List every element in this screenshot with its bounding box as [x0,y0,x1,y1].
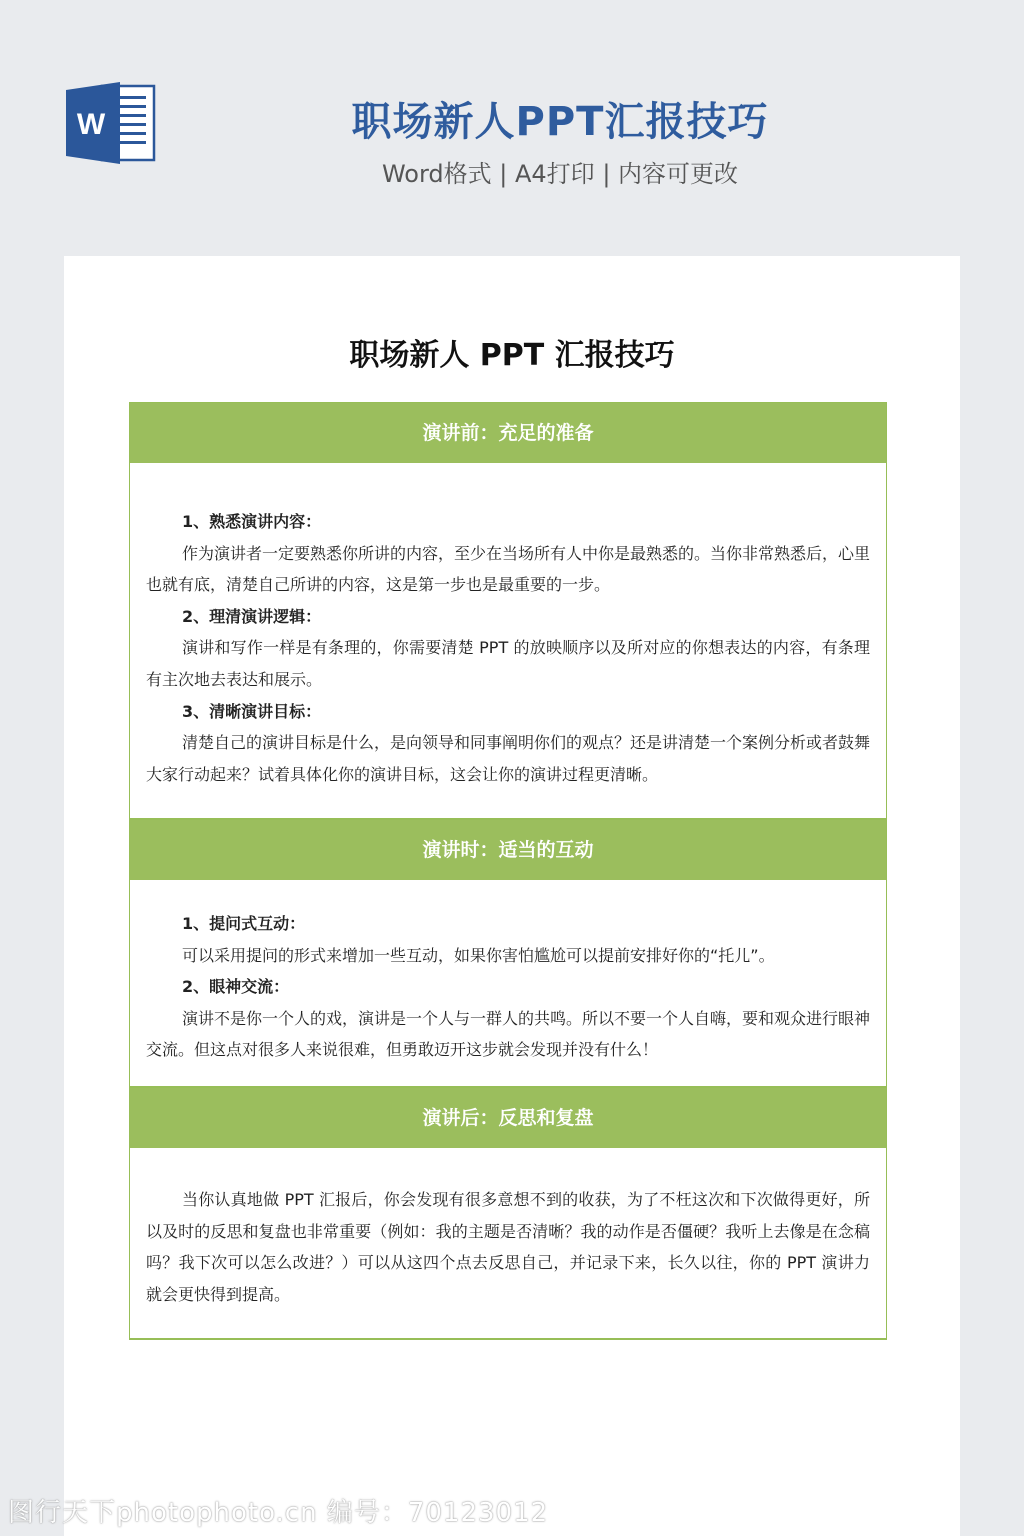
section-body-during [130,880,886,1088]
section-heading-after: 演讲后：反思和复盘 [130,1088,886,1148]
document-title: 职场新人 PPT 汇报技巧 [349,338,675,373]
paragraph: 演讲不是你一个人的戏，演讲是一个人与一群人的共鸣。所以不要一个人自嗨，要和观众进行眼神交流。但这点对很多人来说很难，但勇敢迈开这步就会发现并没有什么！ [146,1008,871,1060]
word-document-icon [64,80,158,166]
word-logo-letter: W [76,108,106,141]
header-subtitle: Word格式 | A4打印 | 内容可更改 [381,160,739,188]
section-body-after [130,1148,886,1340]
paragraph: 2、眼神交流： [182,977,290,997]
content-table [129,402,887,1340]
paragraph: 3、清晰演讲目标： [182,701,322,721]
paragraph: 当你认真地做 PPT 汇报后，你会发现有很多意想不到的收获，为了不枉这次和下次做得更好，所以及时的反思和复盘也非常重要（例如：我的主题是否清晰？我的动作是否僵硬？我听上去像是在念稿吗？我下次可以怎么改进？）可以从这四个点去反思自己，并记录下来，长久以往，你的 PPT 演讲力就会更快得到提高。 [146,1190,870,1304]
page-header [0,0,1024,256]
document-page [64,256,960,1536]
watermark-text: 图行天下photophoto.cn 编号：70123012 [8,1498,549,1528]
paragraph: 1、熟悉演讲内容： [182,512,322,531]
paragraph: 演讲和写作一样是有条理的，你需要清楚 PPT 的放映顺序以及所对应的你想表达的内容，有条理有主次地去表达和展示。 [146,638,870,689]
paragraph: 2、理清演讲逻辑： [182,606,322,626]
paragraph: 1、提问式互动： [182,914,306,933]
header-title: 职场新人PPT汇报技巧 [351,99,769,145]
paragraph: 可以采用提问的形式来增加一些互动，如果你害怕尴尬可以提前安排好你的“托儿”。 [182,945,775,965]
paragraph: 作为演讲者一定要熟悉你所讲的内容，至少在当场所有人中你是最熟悉的。当你非常熟悉后，心里也就有底，清楚自己所讲的内容，这是第一步也是最重要的一步。 [146,543,871,595]
section-heading-during: 演讲时：适当的互动 [130,820,886,880]
paragraph: 清楚自己的演讲目标是什么，是向领导和同事阐明你们的观点？还是讲清楚一个案例分析或者鼓舞大家行动起来？试着具体化你的演讲目标，这会让你的演讲过程更清晰。 [146,733,871,784]
section-heading-before: 演讲前：充足的准备 [130,403,886,463]
section-body-before [130,463,886,820]
